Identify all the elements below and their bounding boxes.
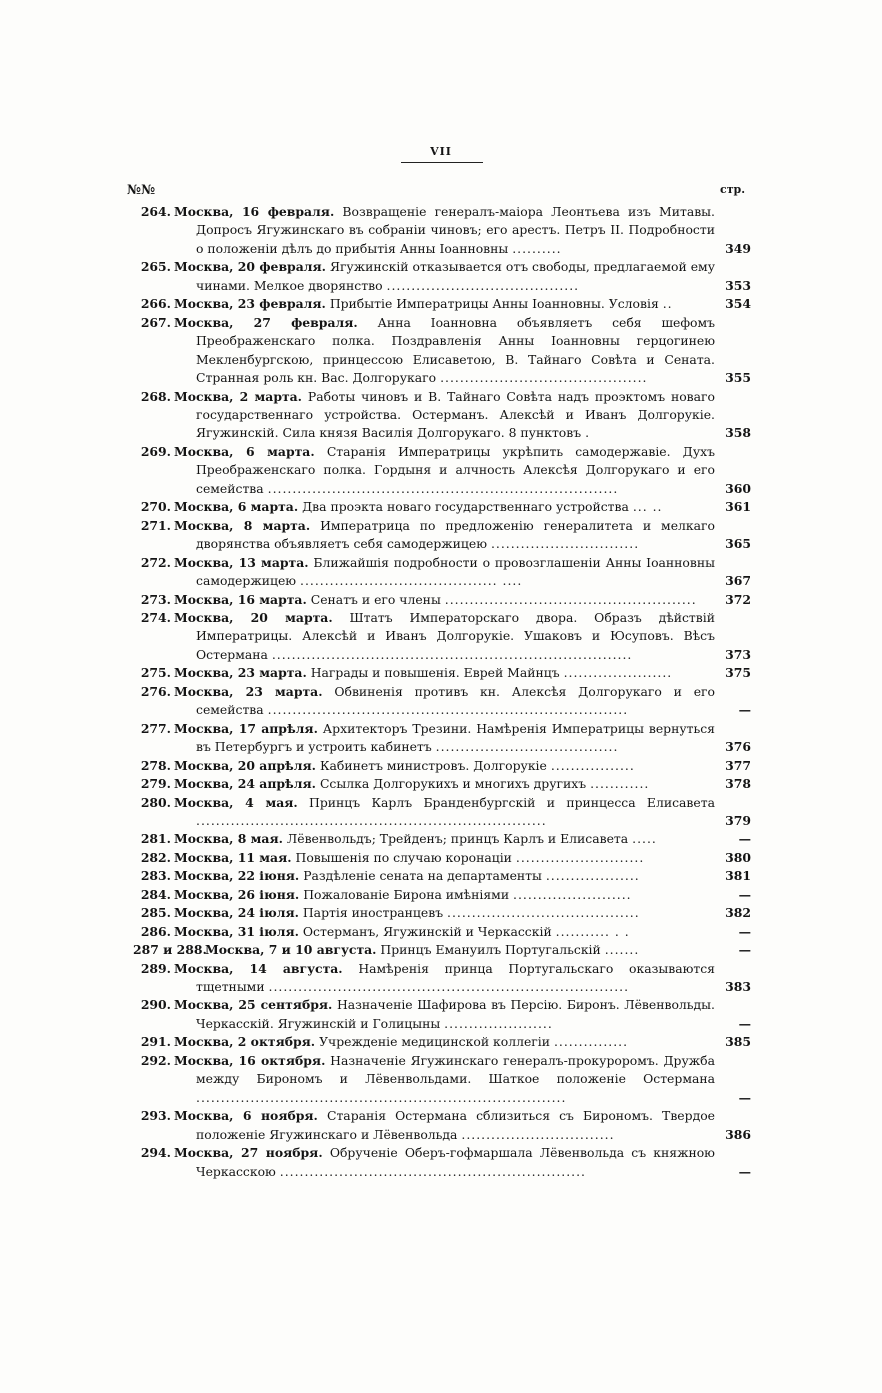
entry-body — [174, 498, 715, 516]
entry-number: 265. — [140, 259, 171, 275]
entry-place-date: Москва, 23 марта. — [174, 665, 307, 681]
entry-number: 274. — [140, 609, 171, 625]
entry-leader-dots: ............................... — [461, 1126, 615, 1142]
entry-place-date: Москва, 16 марта. — [174, 591, 307, 607]
entry-page-number: — — [738, 923, 751, 939]
entry-page-number: 376 — [725, 739, 751, 755]
entry-title: Раздѣленіе сената на департаменты — [303, 868, 542, 884]
entry-number: 284. — [140, 886, 171, 902]
entry-place-date: Москва, 23 марта. — [174, 683, 323, 699]
entry-body — [174, 517, 715, 554]
toc-entry — [127, 517, 751, 554]
entry-title: Принцъ Емануилъ Португальскій — [380, 942, 601, 958]
toc-entry — [127, 609, 751, 664]
toc-entry — [127, 923, 751, 941]
entry-title: Обвиненія противъ кн. Алексѣя Долгорукаго и его семейства — [196, 683, 715, 718]
entry-title: Ссылка Долгорукихъ и многихъ другихъ — [319, 776, 587, 792]
header-rule — [401, 162, 483, 163]
entry-leader-dots: ....................................... — [386, 277, 580, 293]
entry-page-number: 373 — [725, 646, 751, 662]
entry-page-number: 378 — [725, 776, 751, 792]
toc-entry — [127, 886, 751, 904]
entry-place-date: Москва, 2 октября. — [174, 1034, 316, 1050]
entry-number: 287 и 288. — [133, 942, 207, 958]
entry-number: 268. — [140, 388, 171, 404]
entry-leader-dots: ..... — [632, 831, 657, 847]
toc-entry — [127, 203, 751, 258]
entry-place-date: Москва, 17 апрѣля. — [174, 720, 318, 736]
table-of-contents — [127, 203, 751, 1181]
entry-title: Принцъ Карлъ Бранденбургскій и принцесса Елисавета — [309, 794, 715, 810]
toc-entry — [127, 314, 751, 388]
entry-place-date: Москва, 20 марта. — [174, 609, 333, 625]
entry-body — [174, 443, 715, 498]
entry-leader-dots: ........................................................................... — [196, 1089, 567, 1105]
entry-leader-dots: ...................... — [444, 1015, 553, 1031]
entry-leader-dots: ................................................... — [444, 591, 697, 607]
entry-body — [174, 960, 715, 997]
entry-title: Штатъ Императорскаго двора. Образъ дѣйствій Императрицы. Алексѣй и Иванъ Долгорукіе. Ушаковъ и Юсуповъ. Вѣсъ Остермана — [196, 609, 715, 662]
entry-page-number: 382 — [725, 905, 751, 921]
entry-place-date: Москва, 24 іюля. — [174, 905, 299, 921]
entry-title: Намѣренія принца Португальскаго оказываются тщетными — [196, 960, 715, 995]
entry-place-date: Москва, 20 апрѣля. — [174, 757, 316, 773]
entry-title: Прибытіе Императрицы Анны Іоанновны. Условія — [329, 296, 659, 312]
entry-title: Повышенія по случаю коронаціи — [295, 849, 512, 865]
column-header-number: №№ — [127, 183, 156, 198]
entry-number: 292. — [140, 1052, 171, 1068]
entry-title: Пожалованіе Бирона имѣніями — [303, 886, 510, 902]
entry-place-date: Москва, 16 октября. — [174, 1052, 326, 1068]
entry-leader-dots: ............... — [553, 1034, 629, 1050]
entry-leader-dots: ....................................... — [447, 905, 640, 921]
entry-body — [174, 886, 715, 904]
entry-body — [174, 203, 715, 258]
entry-title: Назначеніе Шафирова въ Персію. Биронъ. Лёвенвольды. Черкасскій. Ягужинскій и Голицыны — [196, 997, 715, 1031]
entry-number: 273. — [140, 591, 171, 607]
toc-entry — [127, 295, 751, 313]
entry-place-date: Москва, 7 и 10 августа. — [205, 942, 377, 958]
entry-title: Анна Іоанновна объявляетъ себя шефомъ Преображенскаго полка. Поздравленія Анны Іоанновны герцогинею Мекленбургскою, принцессою Елисаветою, В. Тайнаго Совѣта и Сената. Странная роль кн. Вас. Долгорукаго — [196, 314, 715, 386]
entry-leader-dots: .......... — [512, 240, 562, 256]
entry-place-date: Москва, 14 августа. — [174, 960, 343, 976]
toc-entry — [127, 941, 751, 959]
entry-title: Возвращеніе генералъ-маіора Леонтьева изъ Митавы. Допросъ Ягужинскаго въ собраніи чиновъ; его арестъ. Петръ II. Подробности о положеніи дѣлъ до прибытія Анны Іоанновны — [196, 204, 715, 256]
entry-leader-dots: .............................. — [490, 536, 640, 552]
entry-body — [174, 849, 715, 867]
entry-number: 286. — [140, 923, 171, 939]
entry-body — [174, 683, 715, 720]
entry-leader-dots: ........... . . — [555, 923, 630, 939]
entry-title: Кабинетъ министровъ. Долгорукіе — [319, 757, 547, 773]
entry-leader-dots: .......................... — [515, 849, 645, 865]
entry-place-date: Москва, 2 марта. — [174, 388, 303, 404]
entry-title: Старанія Остермана сблизиться съ Бирономъ. Твердое положеніе Ягужинскаго и Лёвенвольда — [196, 1108, 715, 1142]
entry-page-number: — — [738, 1015, 751, 1031]
entry-body — [174, 258, 715, 295]
toc-entry — [127, 757, 751, 775]
entry-leader-dots: ................... — [545, 868, 640, 884]
entry-place-date: Москва, 13 марта. — [174, 554, 309, 570]
entry-leader-dots: ......................................................................... — [268, 979, 630, 995]
toc-entry — [127, 1033, 751, 1051]
entry-body — [174, 554, 715, 591]
entry-page-number: 385 — [725, 1034, 751, 1050]
entry-number: 264. — [140, 204, 171, 219]
entry-body — [174, 1107, 715, 1144]
entry-page-number: 381 — [725, 868, 751, 884]
entry-leader-dots: ....................................................................... — [267, 480, 619, 496]
entry-body — [174, 1144, 715, 1181]
entry-page-number: 354 — [725, 296, 751, 312]
entry-number: 290. — [140, 997, 171, 1013]
entry-place-date: Москва, 22 іюня. — [174, 868, 300, 884]
entry-place-date: Москва, 16 февраля. — [174, 204, 335, 219]
entry-body — [174, 720, 715, 757]
entry-place-date: Москва, 24 апрѣля. — [174, 776, 316, 792]
entry-title: Партія иностранцевъ — [302, 905, 444, 921]
entry-page-number: — — [738, 1089, 751, 1105]
entry-leader-dots: ............ — [590, 776, 650, 792]
toc-entry — [127, 960, 751, 997]
entry-number: 282. — [140, 849, 171, 865]
entry-body — [174, 775, 715, 793]
entry-title: Архитекторъ Трезини. Намѣренія Императрицы вернуться въ Петербургъ и устроить кабинетъ — [196, 720, 715, 755]
entry-title: Награды и повышенія. Еврей Майнцъ — [310, 665, 560, 681]
entry-number: 294. — [140, 1145, 171, 1161]
entry-number: 267. — [140, 314, 171, 330]
toc-entry — [127, 904, 751, 922]
toc-entry — [127, 388, 751, 443]
entry-leader-dots: ....... — [604, 942, 640, 958]
entry-place-date: Москва, 26 іюня. — [174, 886, 300, 902]
entry-place-date: Москва, 27 февраля. — [174, 314, 358, 330]
entry-page-number: — — [738, 886, 751, 902]
entry-leader-dots: .......................................... — [440, 370, 648, 386]
entry-place-date: Москва, 6 марта. — [174, 443, 315, 459]
entry-body — [174, 757, 715, 775]
toc-entry — [127, 849, 751, 867]
entry-body — [174, 314, 715, 388]
entry-page-number: 355 — [725, 370, 751, 386]
entry-number: 269. — [140, 443, 171, 459]
entry-page-number: — — [738, 831, 751, 847]
entry-body — [205, 941, 715, 959]
entry-page-number: 379 — [725, 812, 751, 828]
entry-page-number: — — [738, 942, 751, 958]
entry-number: 275. — [140, 665, 171, 681]
entry-leader-dots: ..................................... — [435, 739, 619, 755]
entry-body — [174, 609, 715, 664]
entry-leader-dots: ....................................................................... — [196, 812, 547, 828]
entry-body — [174, 1052, 715, 1107]
entry-title: Работы чиновъ и В. Тайнаго Совѣта надъ проэктомъ новаго государственнаго устройства. Остерманъ. Алексѣй и Иванъ Долгорукіе. Ягужинскій. Сила князя Василія Долгорукаго. 8 пунктовъ — [196, 388, 715, 441]
entry-place-date: Москва, 6 марта. — [174, 499, 299, 515]
entry-body — [174, 923, 715, 941]
entry-leader-dots: ......................................................................... — [271, 646, 633, 662]
entry-number: 276. — [140, 683, 171, 699]
entry-place-date: Москва, 6 ноября. — [174, 1108, 318, 1124]
entry-page-number: 383 — [725, 979, 751, 995]
entry-page-number: 349 — [725, 240, 751, 256]
entry-place-date: Москва, 20 февраля. — [174, 259, 326, 275]
toc-entry — [127, 794, 751, 831]
entry-number: 278. — [140, 757, 171, 773]
entry-leader-dots: ................. — [550, 757, 635, 773]
entry-body — [174, 904, 715, 922]
entry-body — [174, 867, 715, 885]
toc-entry — [127, 720, 751, 757]
toc-entry — [127, 258, 751, 295]
entry-place-date: Москва, 8 мая. — [174, 831, 283, 847]
entry-body — [174, 664, 715, 682]
page-number: VII — [430, 145, 452, 158]
entry-title: Императрица по предложенію генералитета и мелкаго дворянства объявляетъ себя самодержицею — [196, 517, 715, 552]
entry-place-date: Москва, 23 февраля. — [174, 296, 326, 312]
entry-place-date: Москва, 31 іюля. — [174, 923, 299, 939]
entry-number: 285. — [140, 905, 171, 921]
entry-number: 279. — [140, 776, 171, 792]
entry-page-number: 367 — [725, 573, 751, 589]
entry-title: Назначеніе Ягужинскаго генералъ-прокуроромъ. Дружба между Бирономъ и Лёвенвольдами. Шаткое положеніе Остермана — [196, 1052, 715, 1087]
entry-title: Учрежденіе медицинской коллегіи — [319, 1034, 551, 1050]
toc-entry — [127, 1144, 751, 1181]
toc-entry — [127, 830, 751, 848]
entry-title: Остерманъ, Ягужинскій и Черкасскій — [302, 923, 552, 939]
entry-page-number: 386 — [725, 1126, 751, 1142]
entry-title: Два проэкта новаго государственнаго устройства — [302, 499, 629, 515]
entry-body — [174, 1033, 715, 1051]
entry-page-number: — — [738, 1163, 751, 1179]
column-header-page: стр. — [720, 183, 746, 196]
entry-body — [174, 295, 715, 313]
entry-title: Ягужинскій отказывается отъ свободы, предлагаемой ему чинами. Мелкое дворянство — [196, 259, 715, 293]
entry-body — [174, 996, 715, 1033]
entry-number: 271. — [140, 517, 171, 533]
entry-page-number: 358 — [725, 425, 751, 441]
entry-page-number: 361 — [725, 499, 751, 515]
toc-entry — [127, 1107, 751, 1144]
entry-page-number: 365 — [725, 536, 751, 552]
entry-body — [174, 830, 715, 848]
entry-place-date: Москва, 11 мая. — [174, 849, 292, 865]
entry-page-number: 372 — [725, 591, 751, 607]
entry-title: Обрученіе Оберъ-гофмаршала Лёвенвольда съ княжною Черкасскою — [196, 1145, 715, 1179]
entry-page-number: 360 — [725, 480, 751, 496]
entry-page-number: 377 — [725, 757, 751, 773]
entry-number: 280. — [140, 794, 171, 810]
entry-page-number: — — [738, 702, 751, 718]
toc-entry — [127, 591, 751, 609]
entry-number: 266. — [140, 296, 171, 312]
entry-number: 270. — [140, 499, 171, 515]
toc-entry — [127, 775, 751, 793]
toc-entry — [127, 443, 751, 498]
entry-page-number: 380 — [725, 849, 751, 865]
entry-leader-dots: . — [585, 425, 591, 441]
toc-entry — [127, 664, 751, 682]
entry-place-date: Москва, 8 марта. — [174, 517, 311, 533]
toc-entry — [127, 867, 751, 885]
toc-entry — [127, 1052, 751, 1107]
entry-place-date: Москва, 25 сентября. — [174, 997, 333, 1013]
entry-place-date: Москва, 27 ноября. — [174, 1145, 323, 1161]
entry-title: Ближайшія подробности о провозглашеніи Анны Іоанновны самодержицею — [196, 554, 715, 589]
entry-leader-dots: ........................................ .... — [300, 573, 523, 589]
entry-leader-dots: ......................................................................... — [267, 702, 629, 718]
entry-title: Старанія Императрицы укрѣпить самодержавіе. Духъ Преображенскаго полка. Гордыня и алчность Алексѣя Долгорукаго и его семейства — [196, 443, 715, 496]
entry-title: Сенатъ и его члены — [310, 591, 441, 607]
toc-entry — [127, 554, 751, 591]
entry-title: Лёвенвольдъ; Трейденъ; принцъ Карлъ и Елисавета — [286, 831, 629, 847]
entry-number: 289. — [140, 960, 171, 976]
entry-number: 272. — [140, 554, 171, 570]
entry-leader-dots: .. — [662, 296, 673, 312]
entry-leader-dots: ...................... — [563, 665, 673, 681]
entry-leader-dots: .............................................................. — [279, 1163, 586, 1179]
entry-page-number: 353 — [725, 277, 751, 293]
entry-number: 283. — [140, 868, 171, 884]
entry-leader-dots: ........................ — [513, 886, 632, 902]
entry-page-number: 375 — [725, 665, 751, 681]
entry-leader-dots: ... .. — [632, 499, 663, 515]
entry-body — [174, 591, 715, 609]
entry-body — [174, 794, 715, 831]
toc-entry — [127, 498, 751, 516]
toc-entry — [127, 683, 751, 720]
entry-body — [174, 388, 715, 443]
entry-place-date: Москва, 4 мая. — [174, 794, 298, 810]
entry-number: 293. — [140, 1108, 171, 1124]
entry-number: 291. — [140, 1034, 171, 1050]
toc-entry — [127, 996, 751, 1033]
entry-number: 281. — [140, 831, 171, 847]
entry-number: 277. — [140, 720, 171, 736]
